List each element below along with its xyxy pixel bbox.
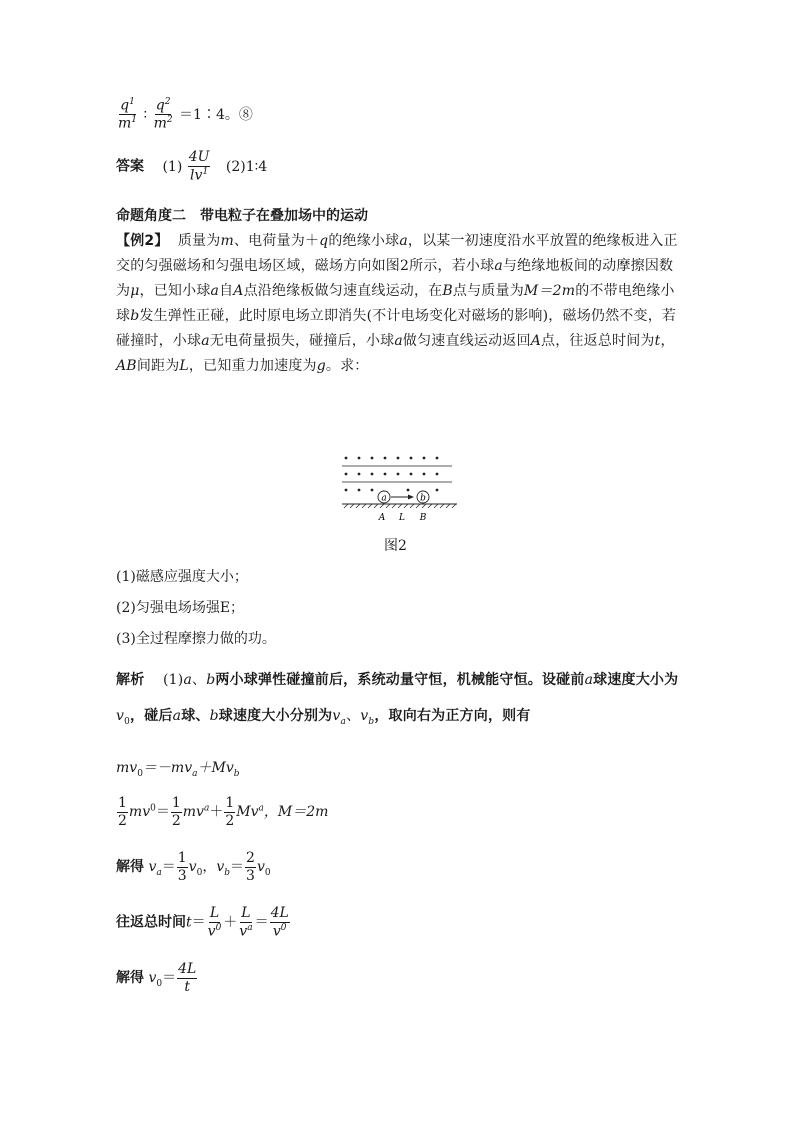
point-a-label: A bbox=[378, 513, 386, 523]
velocity-solution: 解得 $v_a=$ $\frac{1}{3}$ $v_0$，$v_b=$ $\frac{2}{3}$ $v_0$ bbox=[116, 850, 271, 884]
solution-paragraph: 解析 (1)a、b两小球弹性碰撞前后，系统动量守恒，机械能守恒。设碰前a球速度大小为$v_0$，碰后a球、b球速度大小分别为$v_a$、$v_b$，取向右为正方向，则有 bbox=[116, 672, 679, 727]
field-dots bbox=[345, 457, 439, 492]
v0-solution: 解得 $v_0=$ $\frac{4L}{t}$ bbox=[116, 961, 197, 995]
ratio-equation: $\frac{q^1}{m^1}$ ∶ $\frac{q^2}{m^2}$ ＝1∶4。⑧ bbox=[118, 97, 253, 132]
magnetic-field-diagram bbox=[342, 452, 462, 527]
point-b-label: B bbox=[419, 513, 427, 523]
distance-l-label: L bbox=[399, 513, 405, 523]
figure-2 bbox=[342, 452, 462, 531]
time-equation: 往返总时间t＝ $\frac{L}{v^0}$ ＋ $\frac{L}{v^a}$ ＝ $\frac{4L}{v^0}$ bbox=[116, 905, 289, 940]
answer-label: 答案 bbox=[116, 158, 144, 175]
fraction-q2-m2: $\frac{q^2}{m^2}$ bbox=[153, 97, 173, 132]
question-1: (1)磁感应强度大小； bbox=[116, 569, 248, 585]
example-paragraph: 【例2】 质量为m、电荷量为＋q的绝缘小球a，以某一初速度沿水平放置的绝缘板进入正交的匀强磁场和匀强电场区域，磁场方向如图2所示，若小球a与绝缘地板间的动摩擦因数为μ，已知小球a自A点沿绝缘板做匀速直线运动，在B点与质量为M＝2m的不带电绝缘小球b发生弹性正碰，此时原电场立即消失(不计电场变化对磁场的影响)，磁场仍然不变，若碰撞时，小球a无电荷量损失，碰撞后，小球a做匀速直线运动返回A点，往返总时间为t，AB间距为L，已知重力加速度为g。求： bbox=[116, 233, 678, 374]
energy-equation: $\frac{1}{2}$ $mv^0=$ $\frac{1}{2}$ $mv^a+$ $\frac{1}{2}$ Mv$^a$，M＝2m bbox=[118, 795, 329, 829]
question-3: (3)全过程摩擦力做的功。 bbox=[116, 631, 276, 647]
section-title: 命题角度二 带电粒子在叠加场中的运动 bbox=[116, 208, 368, 224]
answer-fraction: $\frac{4U}{lv^1}$ bbox=[188, 149, 210, 184]
figure-caption: 图2 bbox=[384, 538, 407, 554]
ball-a-label: a bbox=[381, 493, 387, 504]
answer-line: 答案 (1) $\frac{4U}{lv^1}$ (2)1∶4 bbox=[116, 149, 268, 184]
ground-hatching bbox=[344, 504, 456, 508]
ball-b-label: b bbox=[420, 493, 426, 504]
arrow-head-icon bbox=[408, 495, 414, 500]
fraction-q1-m1: $\frac{q^1}{m^1}$ bbox=[118, 97, 138, 132]
momentum-equation: $mv_0=-mv_a+Mv_b$ bbox=[116, 760, 240, 779]
question-2: (2)匀强电场场强E； bbox=[116, 600, 245, 616]
